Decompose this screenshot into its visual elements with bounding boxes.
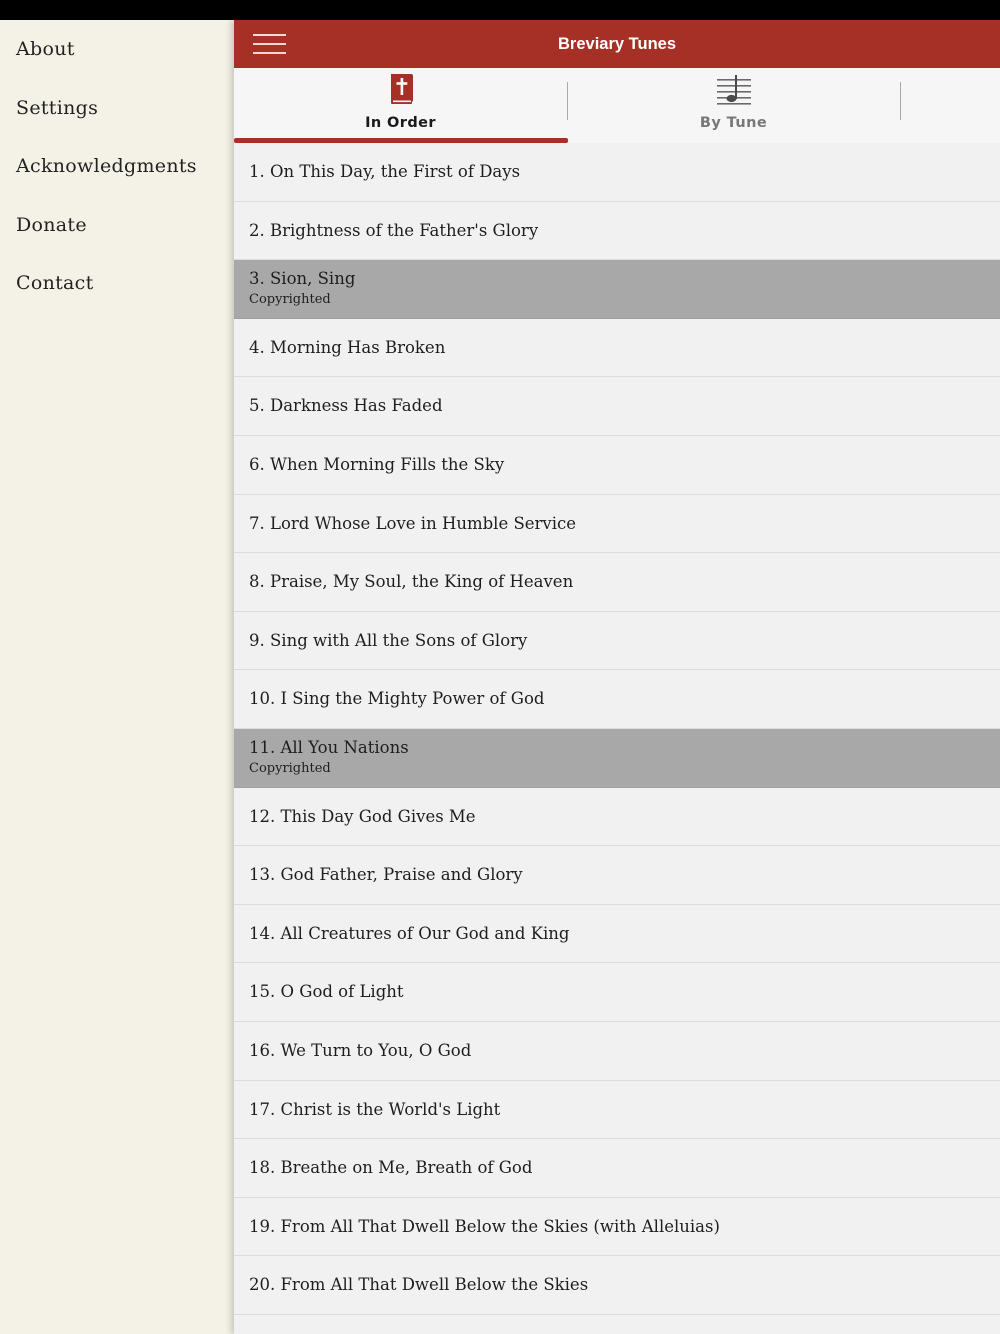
hymn-title: 18. Breathe on Me, Breath of God (249, 1158, 533, 1178)
page-title: Breviary Tunes (558, 35, 676, 53)
hymn-row[interactable] (234, 1139, 1000, 1198)
hymn-row[interactable] (234, 377, 1000, 436)
hymn-title: 11. All You Nations (249, 737, 409, 757)
tab-label: By Tune (699, 115, 768, 131)
hymn-row[interactable] (234, 319, 1000, 378)
hymn-row[interactable] (234, 1256, 1000, 1315)
hymn-row[interactable] (234, 612, 1000, 671)
menu-item-about[interactable] (0, 20, 234, 79)
navigation-bar (234, 20, 1000, 68)
music-note-icon (716, 73, 752, 105)
hymn-title: 10. I Sing the Mighty Power of God (249, 689, 545, 709)
hymn-title: 1. On This Day, the First of Days (249, 162, 521, 181)
tab-divider (900, 82, 901, 120)
hymn-title: 14. All Creatures of Our God and King (249, 923, 570, 943)
hymn-row[interactable] (234, 553, 1000, 612)
hymn-row[interactable] (234, 963, 1000, 1022)
hymn-title: 15. O God of Light (249, 982, 404, 1002)
menu-item-donate[interactable] (0, 196, 234, 255)
hymn-title: 9. Sing with All the Sons of Glory (249, 630, 528, 650)
hymn-title: 3. Sion, Sing (249, 269, 356, 289)
hymn-title: 2. Brightness of the Father's Glory (249, 220, 539, 240)
copyright-note: Copyrighted (249, 292, 331, 308)
menu-item-label: About (16, 38, 75, 60)
hymn-row[interactable] (234, 436, 1000, 495)
hymn-row[interactable] (234, 905, 1000, 964)
hymn-row[interactable] (234, 260, 1000, 319)
hymn-title: 19. From All That Dwell Below the Skies (with Alleluias) (249, 1216, 720, 1236)
tab-by-tune[interactable] (567, 68, 900, 143)
hymn-row[interactable] (234, 670, 1000, 729)
menu-item-contact[interactable] (0, 254, 234, 313)
menu-item-label: Settings (16, 96, 99, 119)
tab-bar (234, 68, 1000, 143)
hymn-row[interactable] (234, 1022, 1000, 1081)
hymn-row[interactable] (234, 495, 1000, 554)
menu-item-label: Acknowledgments (16, 155, 197, 177)
menu-item-label: Contact (16, 272, 94, 294)
menu-item-settings[interactable] (0, 79, 234, 138)
hymn-title: 12. This Day God Gives Me (249, 806, 476, 826)
hymn-title: 13. God Father, Praise and Glory (249, 865, 523, 885)
hymn-title: 5. Darkness Has Faded (249, 396, 443, 416)
menu-item-acknowledgments[interactable] (0, 137, 234, 196)
main-panel (234, 20, 1000, 1334)
hymn-title: 17. Christ is the World's Light (249, 1099, 501, 1119)
hymn-row[interactable] (234, 1198, 1000, 1257)
hymn-title: 20. From All That Dwell Below the Skies (249, 1275, 589, 1295)
hymn-title: 4. Morning Has Broken (249, 337, 446, 357)
tab-label: In Order (365, 115, 436, 131)
menu-item-label: Donate (16, 213, 87, 236)
bible-icon (388, 73, 414, 105)
hymn-title: 7. Lord Whose Love in Humble Service (249, 513, 577, 533)
hymn-row[interactable] (234, 788, 1000, 847)
hymn-title: 16. We Turn to You, O God (249, 1040, 472, 1060)
hymn-list (234, 143, 1000, 1315)
status-bar (0, 0, 1000, 20)
hymn-row[interactable] (234, 1081, 1000, 1140)
hymn-title: 8. Praise, My Soul, the King of Heaven (249, 572, 574, 592)
hymn-row[interactable] (234, 846, 1000, 905)
tab-in-order[interactable] (234, 68, 567, 143)
side-menu (0, 20, 234, 1334)
copyright-note: Copyrighted (249, 760, 331, 776)
hymn-row[interactable] (234, 729, 1000, 788)
hymn-title: 6. When Morning Fills the Sky (249, 454, 505, 474)
hymn-row[interactable] (234, 143, 1000, 202)
hymn-row[interactable] (234, 202, 1000, 261)
